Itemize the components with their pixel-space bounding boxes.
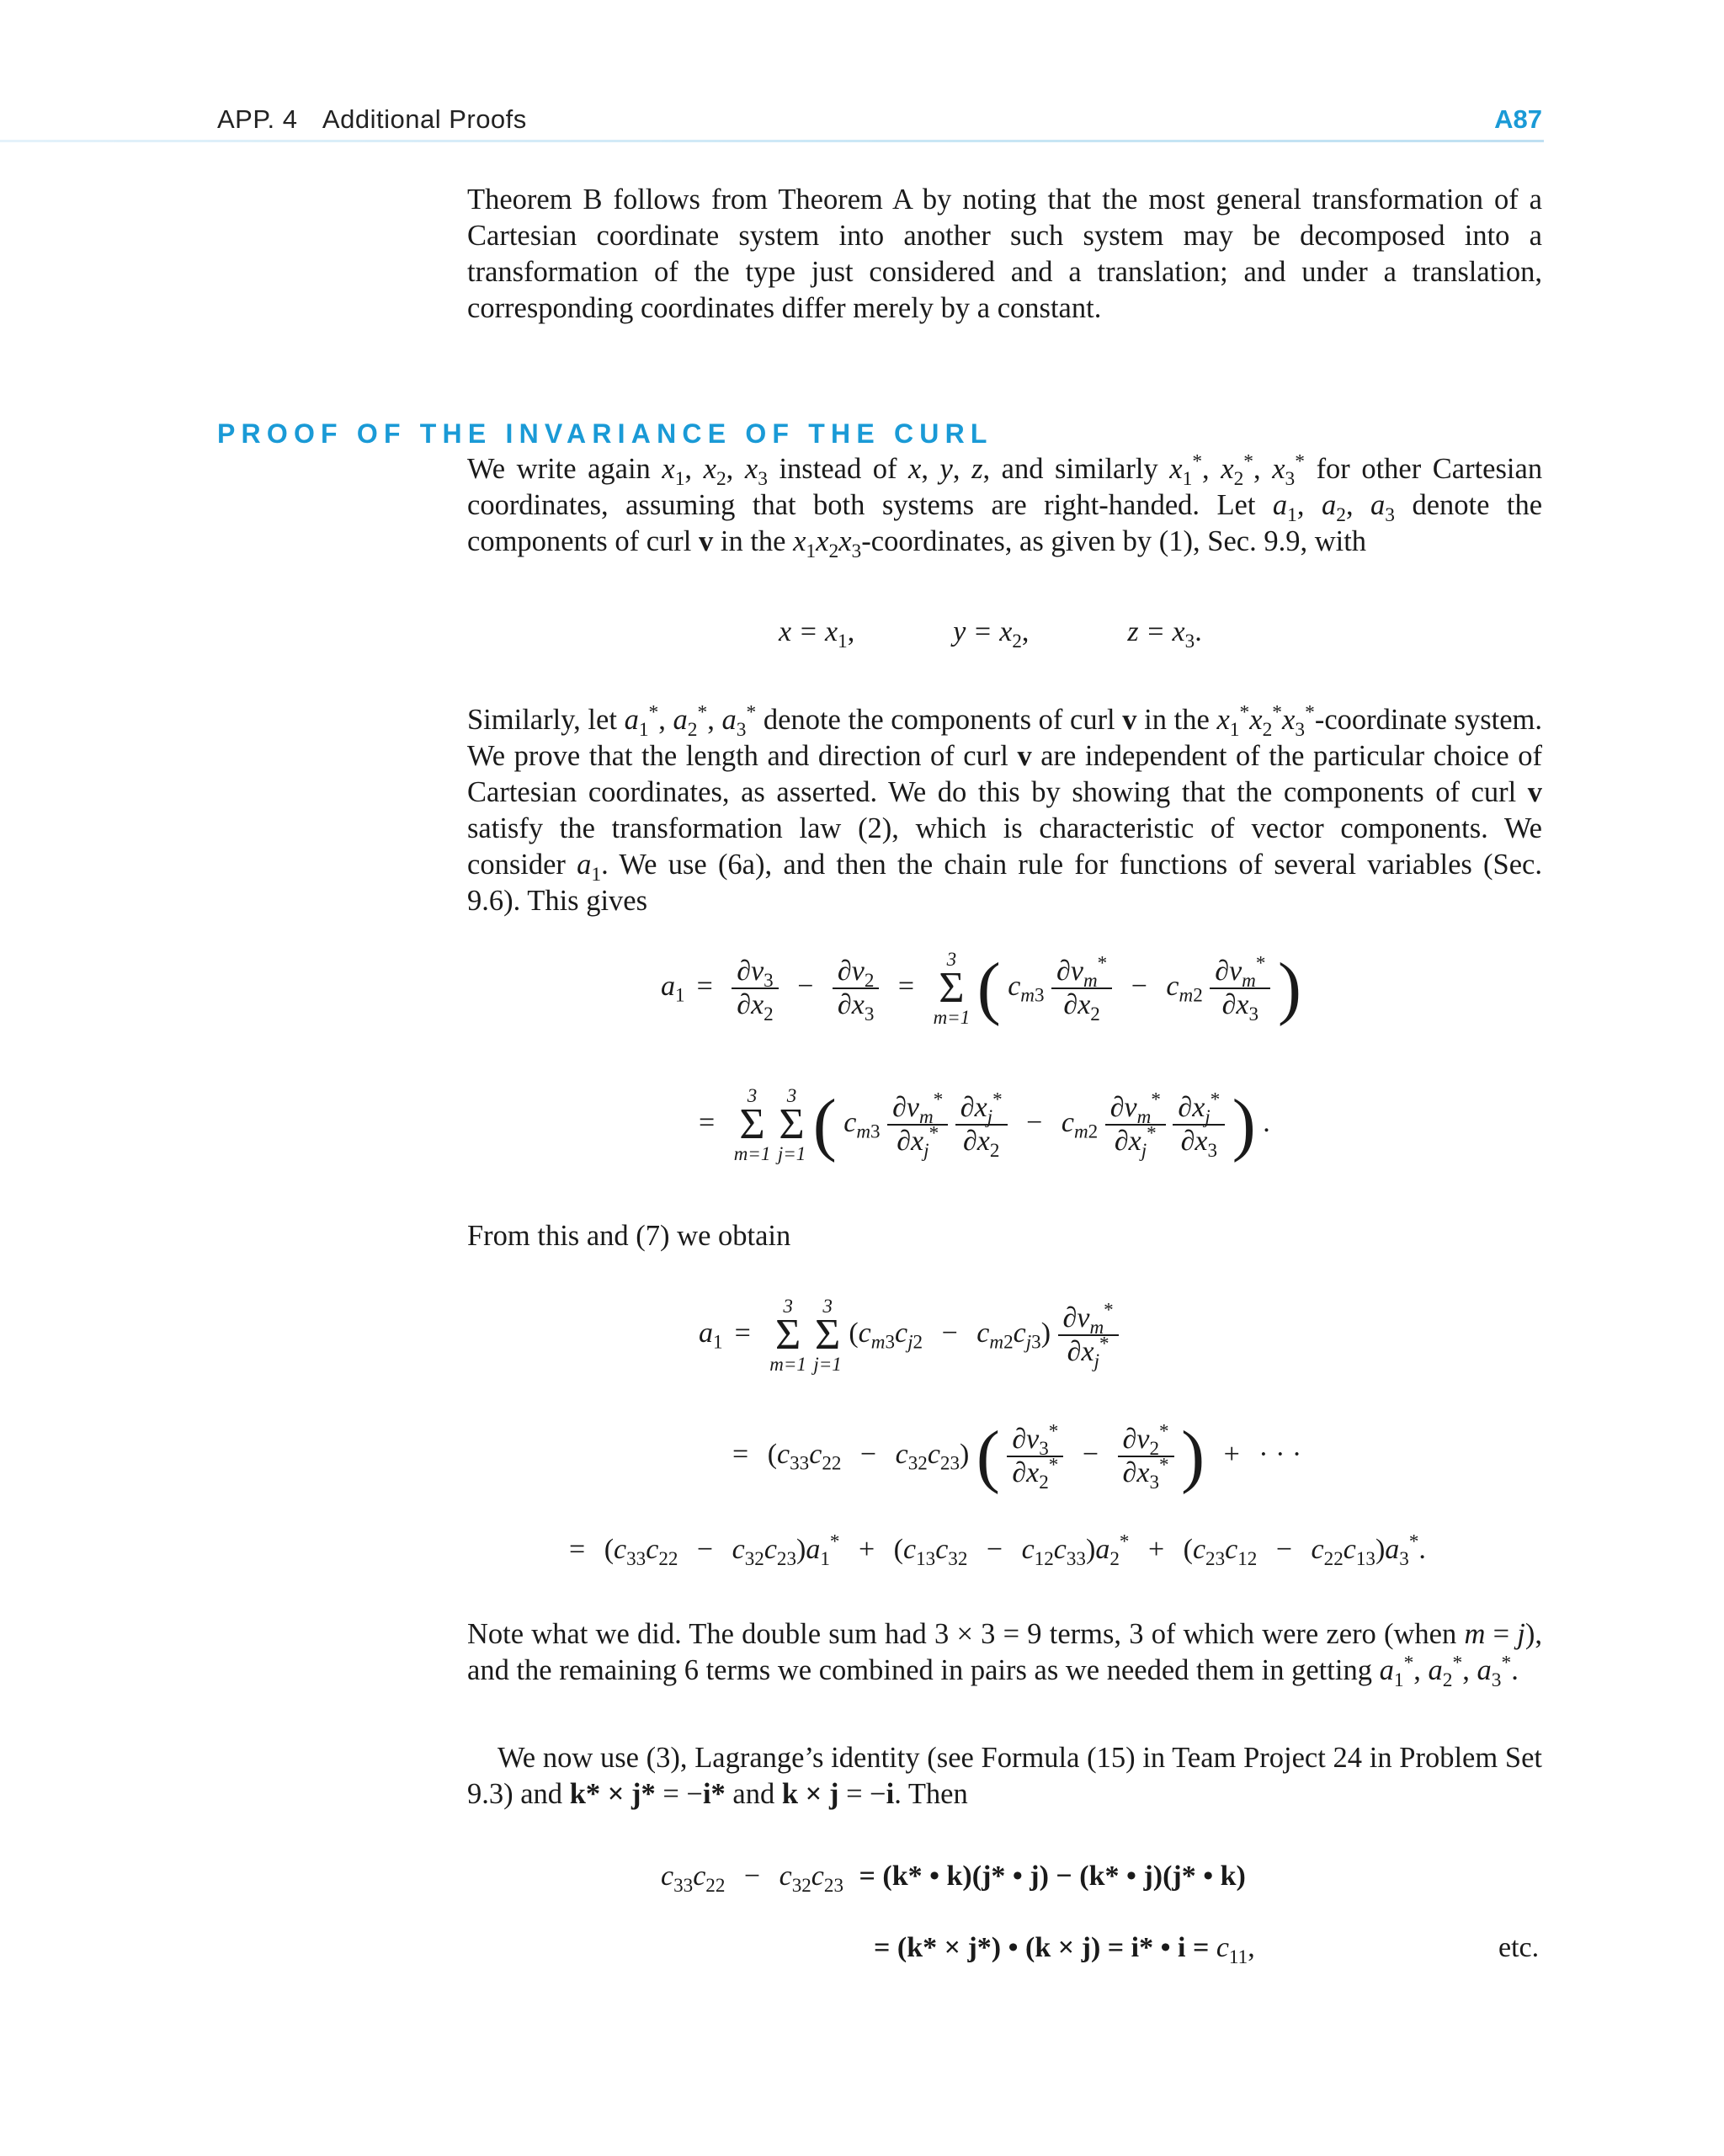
running-header (217, 104, 1542, 141)
p4-text-2: ), and the remaining 6 terms we combined in pairs as we needed them in getting (467, 1618, 1542, 1686)
section-label: Additional Proofs (322, 104, 527, 134)
p1-text-2: instead of (767, 453, 909, 485)
vector-v: v (1017, 740, 1032, 772)
p2-text-1: Similarly, let (467, 704, 625, 736)
lagrange-line2: = (k* × j*) • (k × j) = i* • i = (874, 1932, 1216, 1963)
p4-text-1: Note what we did. The double sum had 3 × 3 = 9 terms, 3 of which were zero (when (467, 1618, 1465, 1650)
p1-text-1: We write again (467, 453, 662, 485)
page-number: A87 (1494, 104, 1542, 134)
eq-x: x = x (779, 616, 838, 647)
paragraph-5: We now use (3), Lagrange’s identity (see Formula (15) in Team Project 24 in Problem Set 9.3) and k* × j* = −i* and k × j = −i. Then (467, 1742, 1542, 1810)
equation-a1-line2: = 3 Σ m=1 3 Σ j=1 ( $c_{m3}$ $\frac{\partial v_m^*}{\partial x_j^*}$ $\frac{\partial x_j^*}{\partial x_2}$ − $c_{m2}$ $\frac{\partial v_m^*}{\partial x_j^*}$ $\frac{\partial x_j^*}{\partial x_3}$ ) . (699, 1085, 1270, 1164)
equation-lagrange-line1: $c_{33}c_{22} - c_{32}c_{23} = (k*$ • k)(j* • j) − (k* • j)(j* • k) (661, 1861, 1246, 1897)
section-title: PROOF OF THE INVARIANCE OF THE CURL (217, 418, 993, 449)
lagrange-rhs: = (k* • k)(j* • j) − (k* • j)(j* • k) (859, 1861, 1246, 1892)
chapter-label: APP. 4 (217, 104, 298, 134)
p5-text-3: . Then (894, 1778, 968, 1810)
header-rule (0, 140, 1544, 142)
p2-text-3: in the (1136, 704, 1217, 736)
eq-y: y = x (953, 616, 1013, 647)
p1-text-7: -coordinates, as given by (1), Sec. 9.9, with (861, 525, 1367, 557)
p5-text-1: We now use (3), Lagrange’s identity (see Formula (15) in Team Project 24 in Problem Set 9.3) and (467, 1742, 1542, 1810)
p2-text-5: are independent of the particular choice of Cartesian coordinates, as asserted. We do this by showing that the components of curl (467, 740, 1542, 808)
paragraph-4: Note what we did. The double sum had 3 × 3 = 9 terms, 3 of which were zero (when m = j), and the remaining 6 terms we combined in pairs as we needed them in getting $a_1^*$, $a_2^*$, $a_3^*$. (467, 1618, 1542, 1691)
paragraph-3 (467, 1218, 1542, 1254)
intro-paragraph (467, 182, 1542, 327)
p3-text: From this and (7) we obtain (467, 1220, 791, 1252)
p1-text-4: for other Cartesian coordinates, assuming that both systems are right-handed. Let (467, 453, 1543, 521)
p5-text-2: and (725, 1778, 782, 1810)
vector-v: v (1527, 776, 1542, 808)
equation-a1-expanded: = $(c_{33}c_{22} - c_{32}c_{23})$ ( $\frac{\partial v_3^*}{\partial x_2^*}$ − $\frac{\partial v_2^*}{\partial x_3^*}$ ) + · · · (732, 1417, 1302, 1495)
intro-text: Theorem B follows from Theorem A by noting that the most general transformation of a Cartesian coordinate system into another such system may be decomposed into a transformation of the type just considered and a translation; and under a translation, corresponding coordinates differ merely by a constant. (467, 184, 1542, 324)
etc-label: etc. (1498, 1932, 1540, 1963)
equation-a1-result: = $(c_{33}c_{22} - c_{32}c_{23})a_1^* + (c_{13}c_{32} - c_{12}c_{33})a_2^* + (c_{23}c_{12} - c_{22}c_{13})a_3^*$. (569, 1530, 1426, 1570)
p1-text-3: , and similarly (982, 453, 1170, 485)
p2-text-7: . We use (6a), and then the chain rule for functions of several variables (Sec. 9.6). This gives (467, 849, 1542, 917)
p1-text-5: denote the components of curl (467, 489, 1543, 557)
vector-v: v (1122, 704, 1137, 736)
equation-a1-line1: $a_1$ = $\frac{\partial v_3}{\partial x_2}$ − $\frac{\partial v_2}{\partial x_3}$ = 3 Σ m=1 ( $c_{m3}$ $\frac{\partial v_m^*}{\partial x_2}$ − $c_{m2}$ $\frac{\partial v_m^*}{\partial x_3}$ ) (661, 949, 1301, 1028)
equation-xyz: $x = x_1$, $y = x_2$, $z = x_3$. (779, 616, 1202, 652)
eq-z: z = x (1127, 616, 1185, 647)
header-left (217, 104, 527, 135)
vector-v: v (698, 525, 714, 557)
p2-text-2: denote the components of curl (756, 704, 1123, 736)
equation-a1-double-sum: $a_1$ = 3 Σ m=1 3 Σ j=1 $(c_{m3}c_{j2} - c_{m2}c_{j3})$ $\frac{\partial v_m^*}{\partial x_j^*}$ (699, 1296, 1119, 1374)
p1-text-6: in the (713, 525, 794, 557)
paragraph-1: We write again $x_1$, $x_2$, $x_3$ instead of x, y, z, and similarly $x_1^*$, $x_2^*$, $x_3^*$ for other Cartesian coordinates, assuming that both systems are right-handed. Let $a_1$, $a_2$, $a_3$ denote the components of curl v in the $x_1x_2x_3$-coordinates, as given by (1), Sec. 9.9, with (467, 450, 1543, 562)
equation-lagrange-line2: = (k* × j*) • (k × j) = i* • $i = c_{11}$, (874, 1932, 1255, 1968)
p2-text-4: -coordinate system. We prove that the length and direction of curl (467, 704, 1543, 772)
paragraph-2: Similarly, let $a_1^*$, $a_2^*$, $a_3^*$ denote the components of curl v in the $x_1^*x_2^*x_3^*$-coordinate system. We prove that the length and direction of curl v are independent of the particular choice of Cartesian coordinates, as asserted. We do this by showing that the components of curl v satisfy the transformation law (2), which is characteristic of vector components. We consider $a_1$. We use (6a), and then the chain rule for functions of several variables (Sec. 9.6). This gives (467, 701, 1543, 917)
p2-text-6: satisfy the transformation law (2), which is characteristic of vector components. We consider (467, 812, 1542, 881)
